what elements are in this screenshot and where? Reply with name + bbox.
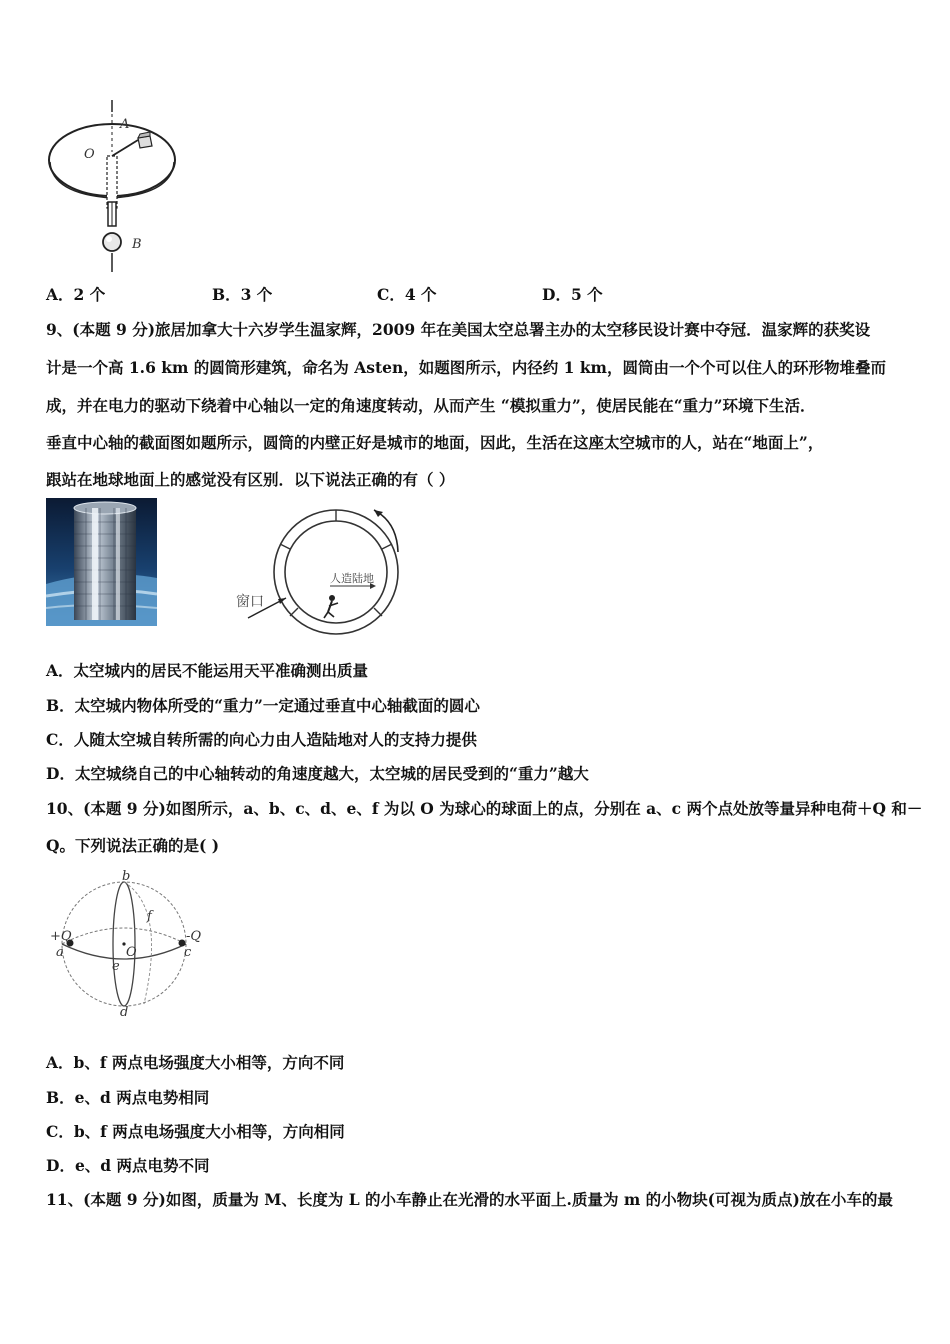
label-minus-q: -Q: [186, 929, 202, 944]
label-A: A: [120, 117, 130, 132]
q9-option-c[interactable]: C．人随太空城自转所需的向心力由人造陆地对人的支持力提供: [46, 730, 477, 749]
label-B: B: [132, 237, 142, 252]
q8-figure: [46, 98, 186, 274]
q10-option-c[interactable]: C．b、f 两点电场强度大小相等，方向相同: [46, 1122, 345, 1141]
q8-option-b[interactable]: B．3 个: [212, 285, 273, 304]
q10-stem-line: Q。下列说法正确的是( ): [46, 836, 220, 855]
q8-options: [46, 285, 906, 305]
label-a: a: [56, 945, 64, 960]
label-o: O: [126, 945, 137, 960]
q9-stem-line: 9、(本题 9 分)旅居加拿大十六岁学生温家辉，2009 年在美国太空总署主办的太空移民设计赛中夺冠．温家辉的获奖设: [46, 320, 871, 339]
q9-option-b[interactable]: B．太空城内物体所受的“重力”一定通过垂直中心轴截面的圆心: [46, 696, 480, 715]
q8-option-a[interactable]: A．2 个: [46, 285, 106, 304]
q10-option-d[interactable]: D．e、d 两点电势不同: [46, 1156, 210, 1175]
q11-stem-line: 11、(本题 9 分)如图，质量为 M、长度为 L 的小车静止在光滑的水平面上.质量为 m 的小物块(可视为质点)放在小车的最: [46, 1190, 893, 1209]
label-O: O: [84, 147, 95, 162]
q10-stem-line: 10、(本题 9 分)如图所示，a、b、c、d、e、f 为以 O 为球心的球面上的点，分别在 a、c 两个点处放等量异种电荷＋Q 和－: [46, 799, 923, 818]
label-f: f: [147, 909, 152, 924]
label-d: d: [120, 1005, 129, 1020]
label-b: b: [122, 869, 131, 884]
window-label: 窗口: [236, 594, 264, 610]
sphere-figure: [46, 868, 206, 1020]
cross-section-diagram: [232, 502, 412, 640]
q8-option-c[interactable]: C．4 个: [377, 285, 437, 304]
q9-option-a[interactable]: A．太空城内的居民不能运用天平准确测出质量: [46, 661, 369, 680]
q8-option-d[interactable]: D．5 个: [542, 285, 603, 304]
ground-label: 人造陆地: [330, 572, 374, 585]
q9-stem-line: 跟站在地球地面上的感觉没有区别．以下说法正确的有（ ）: [46, 470, 455, 489]
space-city-photo: [46, 498, 157, 626]
q9-stem-line: 成，并在电力的驱动下绕着中心轴以一定的角速度转动，从而产生 “模拟重力”，使居民能在“重力”环境下生活．: [46, 396, 816, 415]
q10-option-a[interactable]: A．b、f 两点电场强度大小相等，方向不同: [46, 1053, 345, 1072]
label-c: c: [184, 945, 192, 960]
q9-option-d[interactable]: D．太空城绕自己的中心轴转动的角速度越大，太空城的居民受到的“重力”越大: [46, 764, 589, 783]
q9-stem-line: 计是一个高 1.6 km 的圆筒形建筑，命名为 Asten，如题图所示，内径约 1 km，圆筒由一个个可以住人的环形物堆叠而: [46, 358, 886, 377]
label-plus-q: +Q: [50, 929, 72, 944]
label-e: e: [112, 959, 120, 974]
q9-stem-line: 垂直中心轴的截面图如题所示，圆筒的内壁正好是城市的地面，因此，生活在这座太空城市的人，站在“地面上”，: [46, 433, 824, 452]
q10-option-b[interactable]: B．e、d 两点电势相同: [46, 1088, 210, 1107]
